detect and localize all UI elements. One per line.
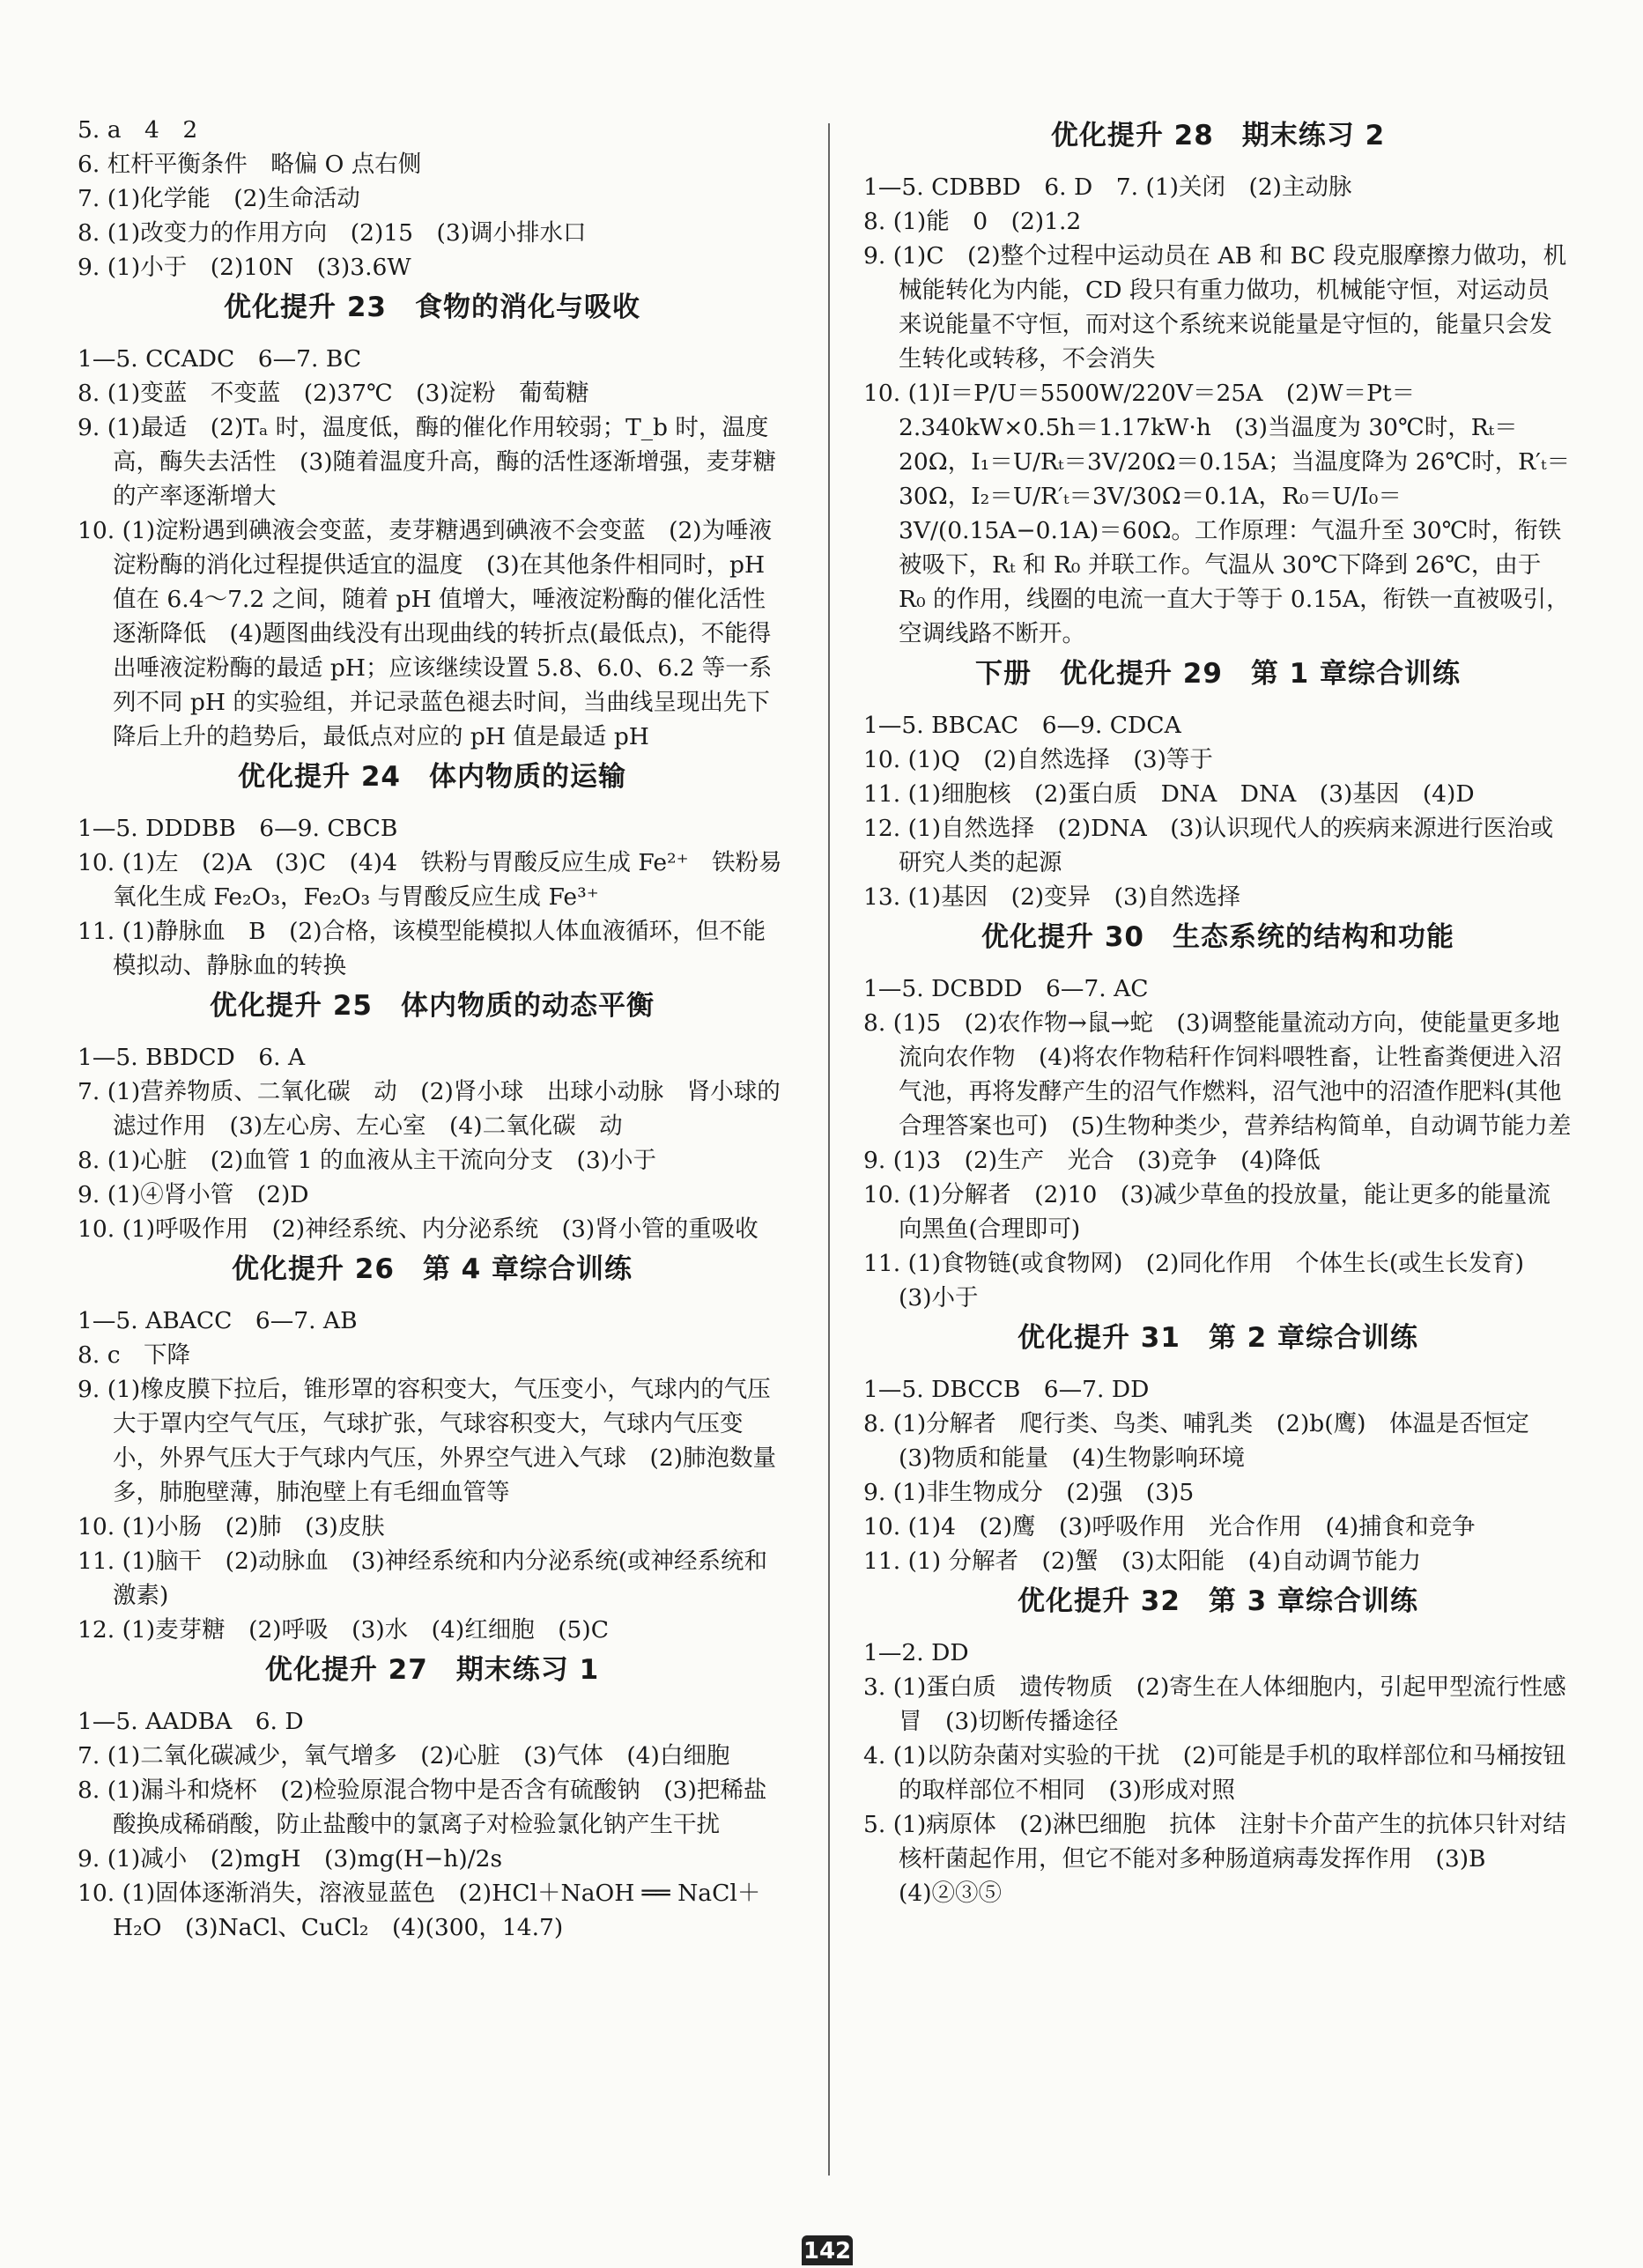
answer-line: 8. c 下降 xyxy=(78,1341,191,1369)
answer-line: 9. (1)减小 (2)mgH (3)mg(H−h)/2s xyxy=(78,1845,503,1873)
answer-line: 5. a 4 2 xyxy=(78,116,198,144)
section-32 xyxy=(863,1578,1573,1910)
section-title: 优化提升 32 第 3 章综合训练 xyxy=(1017,1585,1419,1617)
answer-line: 4. (1)以防杂菌对实验的干扰 (2)可能是手机的取样部位和马桶按钮的取样部位不相同 (3)形成对照 xyxy=(863,1742,1566,1804)
answer-line: 9. (1)④肾小管 (2)D xyxy=(78,1181,309,1208)
answer-line: 1—5. DBCCB 6—7. DD xyxy=(863,1376,1150,1403)
answer-line: 10. (1)分解者 (2)10 (3)减少草鱼的投放量，能让更多的能量流向黑鱼(合理即可) xyxy=(863,1181,1550,1243)
answer-line: 11. (1)脑干 (2)动脉血 (3)神经系统和内分泌系统(或神经系统和激素) xyxy=(78,1548,768,1609)
answer-line: 1—5. CDBBD 6. D 7. (1)关闭 (2)主动脉 xyxy=(863,174,1352,201)
answer-line: 9. (1)橡皮膜下拉后，锥形罩的容积变大，气压变小，气球内的气压大于罩内空气气压，气球扩张，气球容积变大，气球内气压变小，外界气压大于气球内气压，外界空气进入气球 (2)肺泡数量多，肺胞壁薄，肺泡壁上有毛细血管等 xyxy=(78,1376,777,1506)
answer-line: 13. (1)基因 (2)变异 (3)自然选择 xyxy=(863,883,1241,911)
answer-line: 10. (1)淀粉遇到碘液会变蓝，麦芽糖遇到碘液不会变蓝 (2)为唾液淀粉酶的消化过程提供适宜的温度 (3)在其他条件相同时，pH 值在 6.4～7.2 之间，随着 pH 值增大，唾液淀粉酶的催化活性逐渐降低 (4)题图曲线没有出现曲线的转折点(最低点)，不能得出唾液淀粉酶的最适 pH；应该继续设置 5.8、6.0、6.2 等一系列不同 pH 的实验组，并记录蓝色褪去时间，当曲线呈现出先下降后上升的趋势后，最低点对应的 pH 值是最适 pH xyxy=(78,517,773,750)
answer-line: 11. (1)静脉血 B (2)合格，该模型能模拟人体血液循环，但不能模拟动、静脉血的转换 xyxy=(78,918,766,979)
page-number: 142 xyxy=(802,2235,853,2265)
section-30 xyxy=(863,914,1573,1315)
answer-line: 8. (1)漏斗和烧杯 (2)检验原混合物中是否含有硫酸钠 (3)把稀盐酸换成稀硝酸，防止盐酸中的氯离子对检验氯化钠产生干扰 xyxy=(78,1777,767,1838)
answer-line: 9. (1)小于 (2)10N (3)3.6W xyxy=(78,254,411,281)
answer-line: 3. (1)蛋白质 遗传物质 (2)寄生在人体细胞内，引起甲型流行性感冒 (3)切断传播途径 xyxy=(863,1673,1566,1735)
answer-line: 7. (1)营养物质、二氧化碳 动 (2)肾小球 出球小动脉 肾小球的滤过作用 (3)左心房、左心室 (4)二氧化碳 动 xyxy=(78,1078,781,1140)
answer-line: 8. (1)5 (2)农作物→鼠→蛇 (3)调整能量流动方向，使能量更多地流向农作物 (4)将农作物秸秆作饲料喂牲畜，让牲畜粪便进入沼气池，再将发酵产生的沼气作燃料，沼气池中的沼渣作肥料(其他合理答案也可) (5)生物种类少，营养结构简单，自动调节能力差 xyxy=(863,1009,1572,1140)
answer-line: 10. (1)I＝P/U＝5500W/220V＝25A (2)W＝Pt＝2.340kW×0.5h＝1.17kW·h (3)当温度为 30℃时，Rₜ＝20Ω，I₁＝U/Rₜ＝3V/20Ω＝0.15A；当温度降为 26℃时，R′ₜ＝30Ω，I₂＝U/R′ₜ＝3V/30Ω＝0.1A，R₀＝U/I₀＝3V/(0.15A−0.1A)＝60Ω。工作原理：气温升至 30℃时，衔铁被吸下，Rₜ 和 R₀ 并联工作。气温从 30℃下降到 26℃，由于 R₀ 的作用，线圈的电流一直大于等于 0.15A，衔铁一直被吸引，空调线路不断开。 xyxy=(863,380,1571,647)
answer-line: 7. (1)化学能 (2)生命活动 xyxy=(78,185,360,212)
answer-line: 1—5. AADBA 6. D xyxy=(78,1708,304,1735)
section-title: 下册 优化提升 29 第 1 章综合训练 xyxy=(974,658,1462,690)
answer-line: 10. (1)左 (2)A (3)C (4)4 铁粉与胃酸反应生成 Fe²⁺ 铁粉易氧化生成 Fe₂O₃，Fe₂O₃ 与胃酸反应生成 Fe³⁺ xyxy=(78,849,782,911)
section-title: 优化提升 23 食物的消化与吸收 xyxy=(224,292,640,323)
answer-line: 12. (1)麦芽糖 (2)呼吸 (3)水 (4)红细胞 (5)C xyxy=(78,1616,610,1644)
answer-line: 8. (1)变蓝 不变蓝 (2)37℃ (3)淀粉 葡萄糖 xyxy=(78,380,589,407)
answer-line: 10. (1)4 (2)鹰 (3)呼吸作用 光合作用 (4)捕食和竞争 xyxy=(863,1513,1476,1540)
answer-line: 9. (1)非生物成分 (2)强 (3)5 xyxy=(863,1479,1195,1506)
right-column xyxy=(863,113,1573,1910)
section-28 xyxy=(863,113,1573,651)
section-title: 优化提升 25 体内物质的动态平衡 xyxy=(210,990,655,1022)
section-title: 优化提升 27 期末练习 1 xyxy=(264,1654,600,1686)
left-column xyxy=(78,113,787,1945)
answer-line: 11. (1)细胞核 (2)蛋白质 DNA DNA (3)基因 (4)D xyxy=(863,780,1475,808)
answer-line: 7. (1)二氧化碳减少，氧气增多 (2)心脏 (3)气体 (4)白细胞 xyxy=(78,1742,730,1769)
answer-line: 9. (1)C (2)整个过程中运动员在 AB 和 BC 段克服摩擦力做功，机械能转化为内能，CD 段只有重力做功，机械能守恒，对运动员来说能量不守恒，而对这个系统来说能量是守恒的，能量只会发生转化或转移，不会消失 xyxy=(863,242,1567,373)
answer-line: 10. (1)小肠 (2)肺 (3)皮肤 xyxy=(78,1513,385,1540)
section-27 xyxy=(78,1647,787,1945)
answer-line: 10. (1)固体逐渐消失，溶液显蓝色 (2)HCl＋NaOH ══ NaCl＋H₂O (3)NaCl、CuCl₂ (4)(300，14.7) xyxy=(78,1880,761,1941)
answer-line: 9. (1)最适 (2)Tₐ 时，温度低，酶的催化作用较弱；T_b 时，温度高，酶失去活性 (3)随着温度升高，酶的活性逐渐增强，麦芽糖的产率逐渐增大 xyxy=(78,414,777,510)
section-26 xyxy=(78,1246,787,1647)
section-31 xyxy=(863,1315,1573,1578)
answer-line: 1—5. BBCAC 6—9. CDCA xyxy=(863,712,1181,739)
section-title: 优化提升 31 第 2 章综合训练 xyxy=(1017,1322,1419,1354)
answer-line: 10. (1)呼吸作用 (2)神经系统、内分泌系统 (3)肾小管的重吸收 xyxy=(78,1215,759,1243)
answer-line: 9. (1)3 (2)生产 光合 (3)竞争 (4)降低 xyxy=(863,1147,1321,1174)
answer-line: 1—2. DD xyxy=(863,1639,969,1666)
section-25 xyxy=(78,983,787,1246)
section-29 xyxy=(863,651,1573,914)
top-items xyxy=(78,113,787,284)
section-title: 优化提升 26 第 4 章综合训练 xyxy=(231,1253,633,1285)
answer-line: 1—5. CCADC 6—7. BC xyxy=(78,345,362,373)
answer-line: 11. (1)食物链(或食物网) (2)同化作用 个体生长(或生长发育) (3)小于 xyxy=(863,1250,1548,1311)
answer-line: 1—5. BBDCD 6. A xyxy=(78,1044,306,1071)
section-title: 优化提升 24 体内物质的运输 xyxy=(238,761,626,793)
answer-line: 6. 杠杆平衡条件 略偏 O 点右侧 xyxy=(78,151,422,178)
answer-line: 1—5. DDDBB 6—9. CBCB xyxy=(78,815,398,842)
section-24 xyxy=(78,754,787,983)
section-23 xyxy=(78,284,787,754)
answer-line: 12. (1)自然选择 (2)DNA (3)认识现代人的疾病来源进行医治或研究人类的起源 xyxy=(863,815,1554,876)
answer-line: 8. (1)能 0 (2)1.2 xyxy=(863,208,1082,235)
column-divider xyxy=(828,123,830,2176)
answer-line: 11. (1) 分解者 (2)蟹 (3)太阳能 (4)自动调节能力 xyxy=(863,1548,1422,1575)
section-title: 优化提升 30 生态系统的结构和功能 xyxy=(981,921,1454,953)
answer-line: 5. (1)病原体 (2)淋巴细胞 抗体 注射卡介苗产生的抗体只针对结核杆菌起作用，但它不能对多种肠道病毒发挥作用 (3)B (4)②③⑤ xyxy=(863,1811,1566,1907)
answer-line: 8. (1)心脏 (2)血管 1 的血液从主干流向分支 (3)小于 xyxy=(78,1147,657,1174)
answer-line: 8. (1)分解者 爬行类、鸟类、哺乳类 (2)b(鹰) 体温是否恒定 (3)物质和能量 (4)生物影响环境 xyxy=(863,1410,1553,1472)
section-title: 优化提升 28 期末练习 2 xyxy=(1050,120,1386,151)
answer-line: 10. (1)Q (2)自然选择 (3)等于 xyxy=(863,746,1213,773)
answer-line: 1—5. ABACC 6—7. AB xyxy=(78,1307,358,1334)
answer-line: 1—5. DCBDD 6—7. AC xyxy=(863,975,1149,1002)
answer-line: 8. (1)改变力的作用方向 (2)15 (3)调小排水口 xyxy=(78,219,587,247)
